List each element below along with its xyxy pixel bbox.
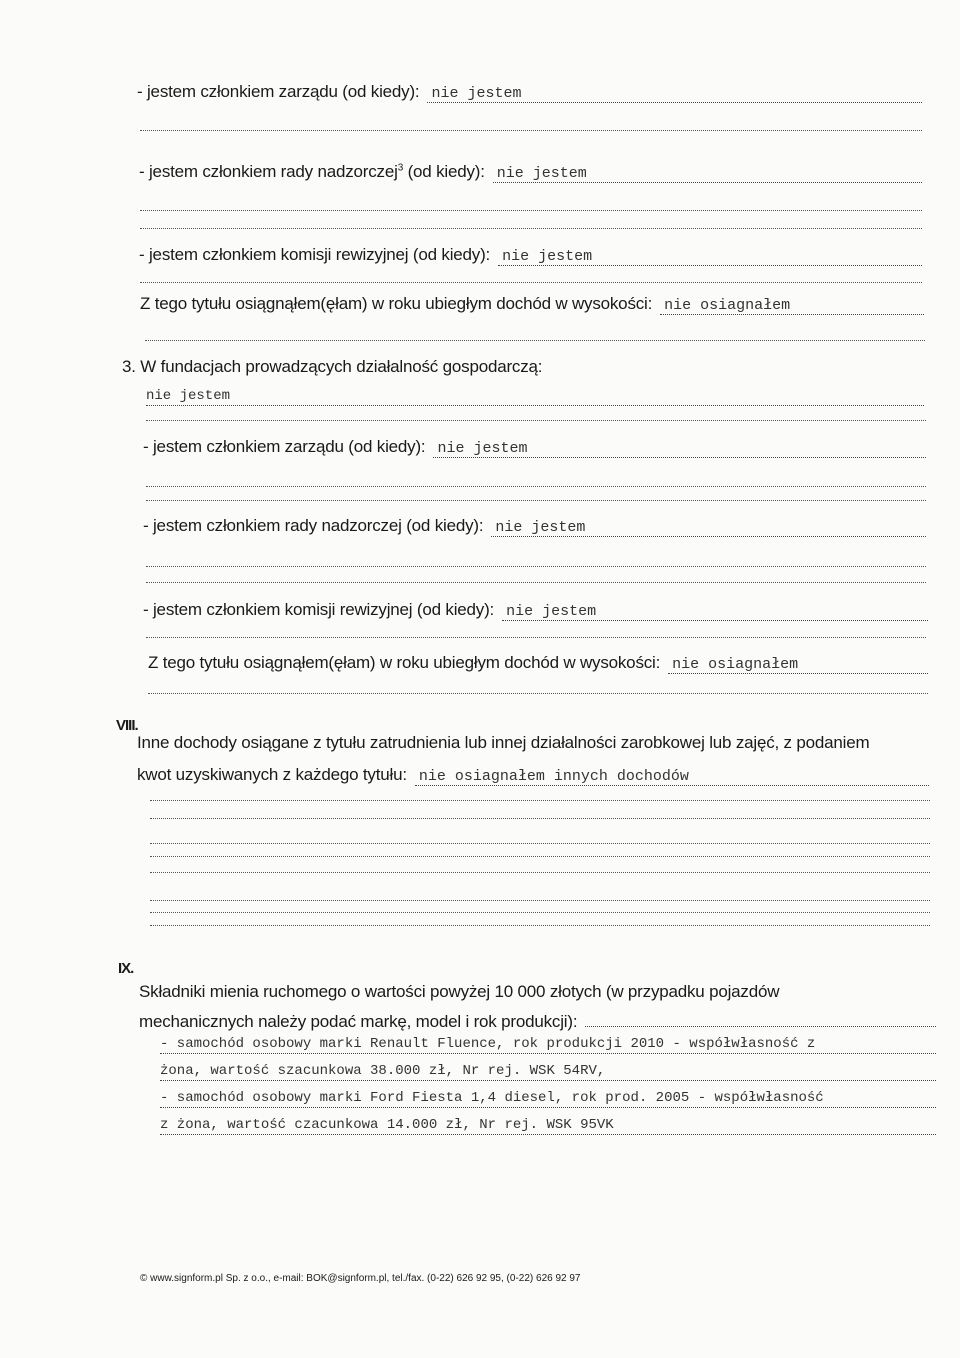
foundation-supervisory-field[interactable]: nie jestem (491, 519, 926, 537)
other-income-field[interactable]: nie osiagnałem innych dochodów (415, 768, 929, 786)
dotted-line (150, 843, 930, 844)
foundation-board-label: - jestem członkiem zarządu (od kiedy): (143, 437, 426, 456)
asset-entry-line[interactable]: z żona, wartość czacunkowa 14.000 zł, Nr rej. WSK 95VK (160, 1117, 936, 1135)
footer-copyright: © www.signform.pl Sp. z o.o., e-mail: BOK@signform.pl, tel./fax. (0-22) 626 92 95, (0-22) 626 92 97 (140, 1273, 581, 1284)
board-member-row (137, 82, 922, 103)
supervisory-board-row (139, 162, 922, 183)
dotted-line (146, 486, 926, 487)
income-label: Z tego tytułu osiągnąłem(ęłam) w roku ubiegłym dochód w wysokości: (140, 294, 653, 313)
section-viii-numeral: VIII. (116, 717, 138, 734)
foundation-supervisory-row (143, 516, 926, 537)
section-ix-numeral: IX. (118, 960, 134, 977)
dotted-line (150, 818, 930, 819)
dotted-line (146, 420, 926, 421)
foundation-income-label: Z tego tytułu osiągnąłem(ęłam) w roku ubiegłym dochód w wysokości: (148, 653, 661, 672)
foundation-income-row (148, 653, 928, 674)
dotted-line (146, 637, 926, 638)
dotted-line (146, 582, 926, 583)
dotted-line (145, 340, 925, 341)
dotted-line (146, 566, 926, 567)
foundation-audit-field[interactable]: nie jestem (502, 603, 928, 621)
asset-entry-line[interactable]: żona, wartość szacunkowa 38.000 zł, Nr rej. WSK 54RV, (160, 1063, 936, 1081)
footnote-marker: 3 (397, 162, 404, 174)
foundation-income-field[interactable]: nie osiagnałem (668, 656, 928, 674)
dotted-line (150, 800, 930, 801)
dotted-line (140, 130, 922, 131)
other-income-line1 (137, 733, 927, 753)
movable-assets-line2 (139, 1012, 936, 1032)
movable-assets-line1 (139, 982, 929, 1002)
audit-committee-row (139, 245, 922, 266)
foundations-heading: 3. W fundacjach prowadzących działalność gospodarczą: (122, 357, 543, 376)
dotted-line (150, 925, 930, 926)
audit-committee-label: - jestem członkiem komisji rewizyjnej (od kiedy): (139, 245, 491, 264)
supervisory-board-field[interactable]: nie jestem (493, 165, 922, 183)
dotted-line (150, 912, 930, 913)
dotted-line (148, 693, 928, 694)
board-member-label: - jestem członkiem zarządu (od kiedy): (137, 82, 420, 101)
income-field[interactable]: nie osiagnałem (660, 297, 924, 315)
foundations-field[interactable]: nie jestem (146, 388, 924, 406)
audit-committee-field[interactable]: nie jestem (498, 248, 922, 266)
other-income-text: Inne dochody osiągane z tytułu zatrudnienia lub innej działalności zarobkowej lub zajęć, z podaniem (137, 733, 870, 752)
dotted-line (146, 500, 926, 501)
dotted-line (150, 856, 930, 857)
dotted-line (140, 228, 922, 229)
dotted-line (150, 872, 930, 873)
foundation-supervisory-label: - jestem członkiem rady nadzorczej (od kiedy): (143, 516, 484, 535)
movable-assets-field[interactable] (585, 1026, 936, 1027)
income-row (140, 294, 924, 315)
foundations-heading-row (122, 357, 924, 377)
foundation-board-row (143, 437, 926, 458)
supervisory-board-label: - jestem członkiem rady nadzorczej$^3$ (od kiedy): (139, 162, 485, 181)
foundation-audit-row (143, 600, 928, 621)
asset-entry-line[interactable]: - samochód osobowy marki Ford Fiesta 1,4 diesel, rok prod. 2005 - współwłasność (160, 1090, 936, 1108)
movable-assets-text-2: mechanicznych należy podać markę, model i rok produkcji): (139, 1012, 578, 1031)
asset-entry-line[interactable]: - samochód osobowy marki Renault Fluence, rok produkcji 2010 - współwłasność z (160, 1036, 936, 1054)
foundation-audit-label: - jestem członkiem komisji rewizyjnej (od kiedy): (143, 600, 495, 619)
movable-assets-text: Składniki mienia ruchomego o wartości powyżej 10 000 złotych (w przypadku pojazdów (139, 982, 780, 1001)
other-income-label: kwot uzyskiwanych z każdego tytułu: (137, 765, 407, 784)
foundation-board-field[interactable]: nie jestem (433, 440, 926, 458)
dotted-line (150, 900, 930, 901)
dotted-line (140, 282, 922, 283)
dotted-line (140, 210, 922, 211)
board-member-field[interactable]: nie jestem (427, 85, 922, 103)
other-income-row (137, 765, 929, 786)
